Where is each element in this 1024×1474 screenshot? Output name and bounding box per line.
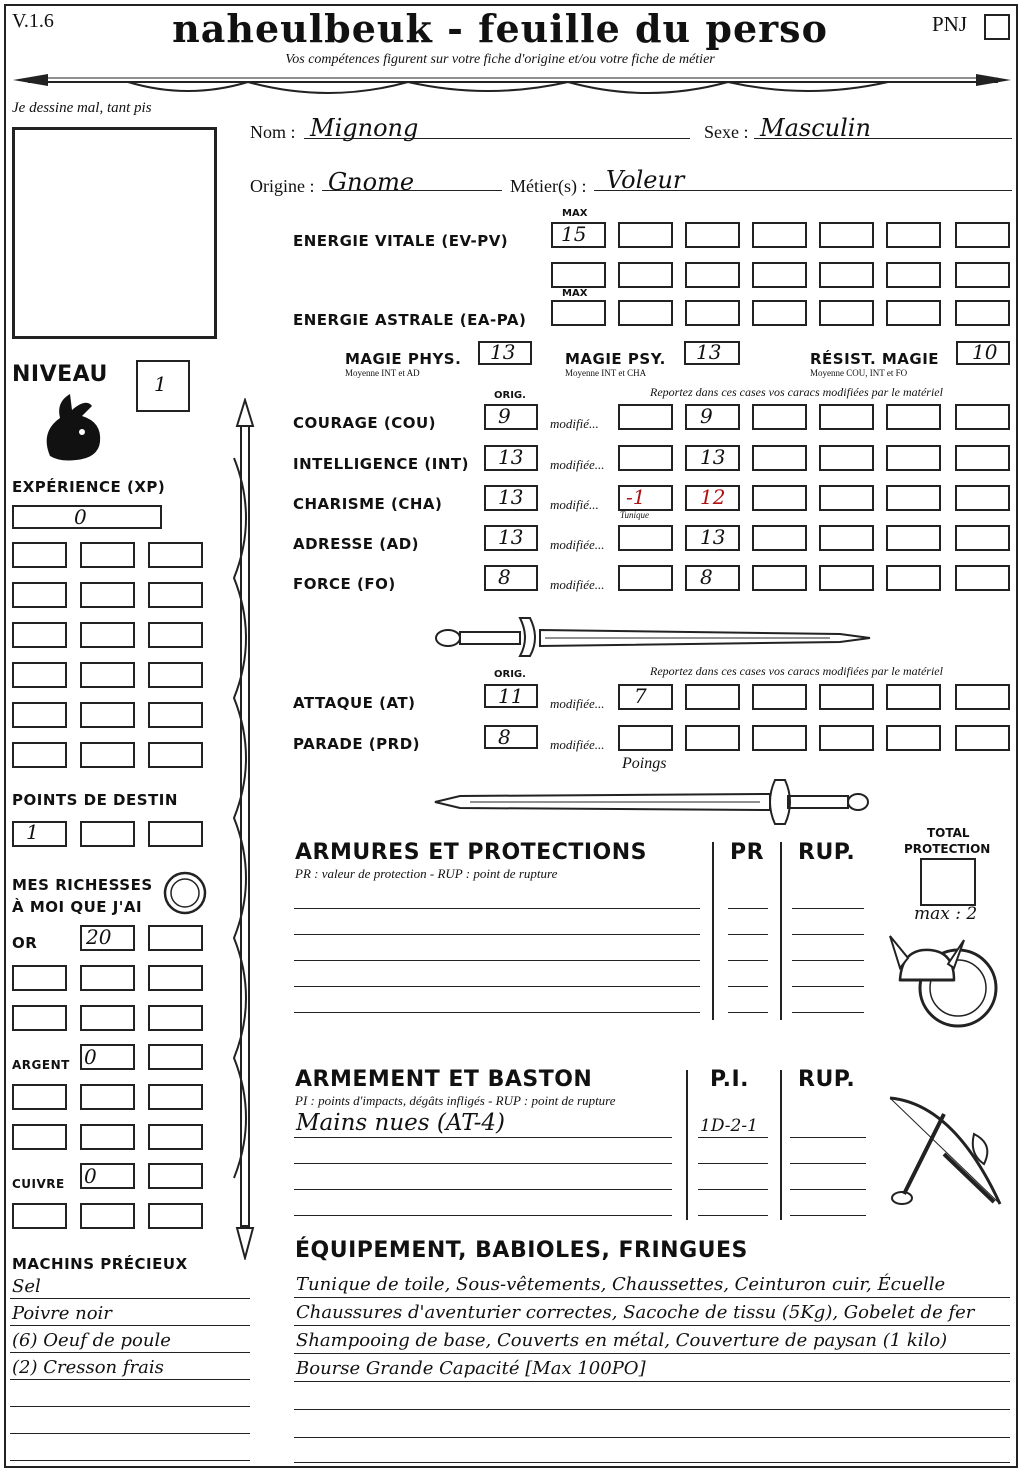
machin-item: Poivre noir <box>12 1303 112 1324</box>
poings-note: Poings <box>622 755 667 772</box>
armures-title: ARMURES ET PROTECTIONS <box>295 840 647 865</box>
machin-item: Sel <box>12 1276 41 1297</box>
xp-box[interactable] <box>148 742 203 768</box>
caracs-report-note: Reportez dans ces cases vos caracs modifiées par le matériel <box>650 385 943 399</box>
ev-box-row2[interactable] <box>551 262 606 288</box>
armure-pr-line <box>728 986 768 987</box>
prd-orig-value: 8 <box>498 725 511 749</box>
xp-box[interactable] <box>12 582 67 608</box>
argent-extra-box[interactable] <box>80 1124 135 1150</box>
prd-box[interactable] <box>752 725 807 751</box>
nom-line <box>304 138 690 139</box>
prd-modif-label: modifiée... <box>550 737 605 752</box>
cuivre-value: 0 <box>84 1164 97 1188</box>
xp-box[interactable] <box>148 582 203 608</box>
ea-box[interactable] <box>886 300 941 326</box>
or-extra-box[interactable] <box>12 965 67 991</box>
carac-orig-value: 8 <box>498 565 511 589</box>
max-protection-note: max : 2 <box>914 904 978 924</box>
resist-magie-label: RÉSIST. MAGIE <box>810 350 940 368</box>
sheet-title: naheulbeuk - feuille du perso <box>172 6 828 51</box>
weapon-rup-line <box>790 1189 866 1190</box>
equipement-line <box>294 1325 1010 1326</box>
carac-modif-label: modifiée... <box>550 457 605 472</box>
carac-box[interactable] <box>819 525 874 551</box>
argent-value: 0 <box>84 1045 97 1069</box>
armement-rup-label: RUP. <box>798 1067 856 1092</box>
carac-final-value: 8 <box>700 565 713 589</box>
or-extra-box[interactable] <box>148 1005 203 1031</box>
carac-box[interactable] <box>752 485 807 511</box>
argent-extra-box[interactable] <box>12 1084 67 1110</box>
carac-final-value: 13 <box>700 525 726 549</box>
at-orig-value: 11 <box>498 684 524 708</box>
at-box[interactable] <box>685 684 740 710</box>
weapon-line <box>294 1137 672 1138</box>
carac-label: ADRESSE (AD) <box>293 535 420 553</box>
ev-box[interactable] <box>819 222 874 248</box>
sexe-line <box>754 138 1012 139</box>
metier-label: Métier(s) : <box>510 176 587 196</box>
argent-extra-box[interactable] <box>12 1124 67 1150</box>
armure-pr-line <box>728 960 768 961</box>
pnj-label: PNJ <box>932 12 968 36</box>
carac-box[interactable] <box>819 485 874 511</box>
magie-phys-value: 13 <box>490 340 516 364</box>
armure-line <box>294 986 700 987</box>
ea-box[interactable] <box>955 300 1010 326</box>
carac-box[interactable] <box>955 485 1010 511</box>
at-box[interactable] <box>752 684 807 710</box>
armure-pr-line <box>728 1012 768 1013</box>
carac-orig-box[interactable] <box>484 404 538 430</box>
metier-line <box>594 190 1012 191</box>
carac-box[interactable] <box>886 485 941 511</box>
ev-box[interactable] <box>618 222 673 248</box>
xp-box[interactable] <box>80 542 135 568</box>
ea-label: ENERGIE ASTRALE (EA-PA) <box>293 311 527 329</box>
helmet-shield-icon <box>888 928 1000 1036</box>
equipement-line <box>294 1437 1010 1438</box>
destin-box[interactable] <box>12 821 67 847</box>
cuivre-extra-box[interactable] <box>80 1203 135 1229</box>
ev-box-row2[interactable] <box>685 262 740 288</box>
carac-orig-value: 13 <box>498 525 524 549</box>
xp-box[interactable] <box>80 622 135 648</box>
xp-box[interactable] <box>12 505 162 529</box>
weapon-1-name[interactable]: Mains nues (AT-4) <box>296 1110 505 1136</box>
origine-value[interactable]: Gnome <box>328 168 415 196</box>
sword-2-icon <box>430 778 875 828</box>
armure-rup-line <box>792 934 864 935</box>
ea-box[interactable] <box>752 300 807 326</box>
at-box[interactable] <box>819 684 874 710</box>
carac-modif-label: modifié... <box>550 416 599 431</box>
cuivre-extra-box[interactable] <box>12 1203 67 1229</box>
version-label: V.1.6 <box>12 10 54 32</box>
ev-box-row2[interactable] <box>886 262 941 288</box>
weapon-rup-line <box>790 1137 866 1138</box>
spear-icon <box>228 398 262 1260</box>
xp-box[interactable] <box>12 542 67 568</box>
caracs-orig-label: ORIG. <box>494 390 526 401</box>
xp-box[interactable] <box>80 582 135 608</box>
sheet-subtitle: Vos compétences figurent sur votre fiche d'origine et/ou votre fiche de métier <box>285 52 715 67</box>
combat-orig-label: ORIG. <box>494 669 526 680</box>
carac-box[interactable] <box>819 445 874 471</box>
xp-label: EXPÉRIENCE (XP) <box>12 478 166 496</box>
resist-magie-value: 10 <box>972 340 998 364</box>
equipement-title: ÉQUIPEMENT, BABIOLES, FRINGUES <box>295 1238 748 1263</box>
prd-label: PARADE (PRD) <box>293 735 421 753</box>
carac-box[interactable] <box>618 404 673 430</box>
xp-box[interactable] <box>80 702 135 728</box>
equipement-line <box>294 1353 1010 1354</box>
carac-modif-label: modifiée... <box>550 537 605 552</box>
carac-orig-value: 9 <box>498 404 511 428</box>
armure-rup-line <box>792 908 864 909</box>
at-box[interactable] <box>886 684 941 710</box>
nom-label: Nom : <box>250 122 296 142</box>
xp-box[interactable] <box>148 542 203 568</box>
carac-box[interactable] <box>955 445 1010 471</box>
armures-rup-label: RUP. <box>798 840 856 865</box>
carac-box[interactable] <box>618 525 673 551</box>
niveau-label: NIVEAU <box>12 362 108 387</box>
prd-orig-box[interactable] <box>484 725 538 749</box>
sword-icon <box>430 612 875 658</box>
carac-box[interactable] <box>955 404 1010 430</box>
weapon-line <box>294 1189 672 1190</box>
carac-box[interactable] <box>819 565 874 591</box>
portrait-box[interactable] <box>12 127 217 339</box>
xp-value: 0 <box>74 505 87 529</box>
or-extra-box[interactable] <box>12 1005 67 1031</box>
armures-divider-1 <box>712 842 714 1020</box>
pnj-checkbox[interactable] <box>984 14 1010 40</box>
at-label: ATTAQUE (AT) <box>293 694 416 712</box>
ev-label: ENERGIE VITALE (EV-PV) <box>293 232 509 250</box>
magie-phys-label: MAGIE PHYS. <box>345 350 462 368</box>
total-protection-label-2: PROTECTION <box>904 842 991 856</box>
armement-title: ARMEMENT ET BASTON <box>295 1067 593 1092</box>
armement-divider-2 <box>780 1070 782 1220</box>
magie-psy-label: MAGIE PSY. <box>565 350 666 368</box>
carac-box[interactable] <box>955 525 1010 551</box>
armure-pr-line <box>728 908 768 909</box>
at-mod-value: 7 <box>634 684 647 708</box>
weapons-icon <box>884 1094 1010 1218</box>
carac-label: COURAGE (COU) <box>293 414 437 432</box>
machin-item: (2) Cresson frais <box>12 1357 164 1378</box>
carac-box[interactable] <box>752 404 807 430</box>
argent-extra-box[interactable] <box>148 1124 203 1150</box>
metier-value[interactable]: Voleur <box>606 166 685 194</box>
carac-mod-value: -1 <box>626 485 646 509</box>
or-box[interactable] <box>148 925 203 951</box>
machins-label: MACHINS PRÉCIEUX <box>12 1255 188 1273</box>
spear-divider-icon <box>8 64 1016 108</box>
argent-label: ARGENT <box>12 1058 70 1072</box>
cha-mod-note: Tunique <box>620 510 650 520</box>
total-protection-label-1: TOTAL <box>927 826 970 840</box>
ev-box[interactable] <box>955 222 1010 248</box>
xp-box[interactable] <box>148 622 203 648</box>
carac-box[interactable] <box>886 404 941 430</box>
equipement-line <box>294 1381 1010 1382</box>
at-modif-label: modifiée... <box>550 696 605 711</box>
armure-line <box>294 934 700 935</box>
ev-max-value[interactable]: 15 <box>561 222 587 246</box>
machin-line <box>10 1298 250 1299</box>
prd-box[interactable] <box>685 725 740 751</box>
armement-pi-label: P.I. <box>710 1067 749 1092</box>
weapon-pi-line <box>698 1137 768 1138</box>
xp-box[interactable] <box>80 662 135 688</box>
weapon-1-pi[interactable]: 1D-2-1 <box>700 1116 758 1136</box>
equipement-item: Bourse Grande Capacité [Max 100PO] <box>296 1358 646 1379</box>
carac-label: CHARISME (CHA) <box>293 495 443 513</box>
equipement-item: Shampooing de base, Couverts en métal, Couverture de paysan (1 kilo) <box>296 1330 948 1351</box>
destin-box[interactable] <box>80 821 135 847</box>
destin-box[interactable] <box>148 821 203 847</box>
ev-box-row2[interactable] <box>618 262 673 288</box>
carac-final-value: 13 <box>700 445 726 469</box>
equipement-line <box>294 1297 1010 1298</box>
armure-rup-line <box>792 960 864 961</box>
weapon-pi-line <box>698 1189 768 1190</box>
combat-report-note: Reportez dans ces cases vos caracs modifiées par le matériel <box>650 664 943 678</box>
machin-item: (6) Oeuf de poule <box>12 1330 171 1351</box>
argent-extra-box[interactable] <box>148 1084 203 1110</box>
weapon-pi-line <box>698 1215 768 1216</box>
cuivre-box[interactable] <box>148 1163 203 1189</box>
armure-pr-line <box>728 934 768 935</box>
origine-line <box>322 190 502 191</box>
carac-box[interactable] <box>752 565 807 591</box>
origine-label: Origine : <box>250 176 315 196</box>
cuivre-extra-box[interactable] <box>148 1203 203 1229</box>
carac-final-value: 12 <box>700 485 726 509</box>
carac-box[interactable] <box>886 565 941 591</box>
equipement-item: Chaussures d'aventurier correctes, Sacoche de tissu (5Kg), Gobelet de fer <box>296 1302 975 1323</box>
machin-line <box>10 1460 250 1461</box>
equipement-line <box>294 1409 1010 1410</box>
armure-rup-line <box>792 1012 864 1013</box>
carac-modif-label: modifié... <box>550 497 599 512</box>
machin-line <box>10 1433 250 1434</box>
ev-box[interactable] <box>685 222 740 248</box>
resist-magie-note: Moyenne COU, INT et FO <box>810 368 908 378</box>
machin-line <box>10 1352 250 1353</box>
magie-psy-value: 13 <box>696 340 722 364</box>
xp-box[interactable] <box>80 742 135 768</box>
machin-line <box>10 1325 250 1326</box>
armure-line <box>294 1012 700 1013</box>
armures-pr-label: PR <box>730 840 765 865</box>
carac-box[interactable] <box>618 445 673 471</box>
destin-value: 1 <box>26 820 39 844</box>
ea-box[interactable] <box>819 300 874 326</box>
at-box[interactable] <box>955 684 1010 710</box>
magie-psy-note: Moyenne INT et CHA <box>565 368 647 378</box>
cuivre-label: CUIVRE <box>12 1177 65 1191</box>
argent-box[interactable] <box>148 1044 203 1070</box>
richesses-label-1: MES RICHESSES <box>12 876 153 894</box>
or-extra-box[interactable] <box>148 965 203 991</box>
equipement-line <box>294 1462 1010 1463</box>
prd-box[interactable] <box>955 725 1010 751</box>
weapon-pi-line <box>698 1163 768 1164</box>
ev-box-row2[interactable] <box>752 262 807 288</box>
armures-note: PR : valeur de protection - RUP : point de rupture <box>295 866 558 881</box>
dragon-icon <box>40 392 106 464</box>
armures-divider-2 <box>780 842 782 1020</box>
ea-box[interactable] <box>551 300 606 326</box>
prd-box[interactable] <box>618 725 673 751</box>
prd-box[interactable] <box>819 725 874 751</box>
richesses-label-2: À MOI QUE J'AI <box>12 898 143 916</box>
xp-box[interactable] <box>12 662 67 688</box>
ev-max-label: MAX <box>562 208 588 219</box>
armement-note: PI : points d'impacts, dégâts infligés - RUP : point de rupture <box>295 1093 616 1108</box>
machin-line <box>10 1379 250 1380</box>
carac-orig-value: 13 <box>498 485 524 509</box>
portrait-caption: Je dessine mal, tant pis <box>12 100 152 116</box>
weapon-line <box>294 1215 672 1216</box>
or-extra-box[interactable] <box>80 965 135 991</box>
carac-box[interactable] <box>752 445 807 471</box>
carac-box[interactable] <box>955 565 1010 591</box>
or-value: 20 <box>86 925 112 949</box>
magie-phys-note: Moyenne INT et AD <box>345 368 420 378</box>
destin-label: POINTS DE DESTIN <box>12 791 178 809</box>
xp-box[interactable] <box>12 742 67 768</box>
carac-box[interactable] <box>886 445 941 471</box>
weapon-rup-line <box>790 1215 866 1216</box>
nom-value[interactable]: Mignong <box>310 114 419 142</box>
xp-box[interactable] <box>148 702 203 728</box>
xp-box[interactable] <box>12 702 67 728</box>
coin-icon <box>162 870 208 916</box>
xp-box[interactable] <box>148 662 203 688</box>
armure-line <box>294 908 700 909</box>
total-protection-box[interactable] <box>920 858 976 906</box>
sexe-label: Sexe : <box>704 122 749 142</box>
armure-rup-line <box>792 986 864 987</box>
ev-box-row2[interactable] <box>955 262 1010 288</box>
sexe-value[interactable]: Masculin <box>760 114 871 142</box>
carac-box[interactable] <box>752 525 807 551</box>
ea-max-label: MAX <box>562 288 588 299</box>
ea-box[interactable] <box>618 300 673 326</box>
ev-box-row2[interactable] <box>819 262 874 288</box>
carac-box[interactable] <box>819 404 874 430</box>
niveau-value: 1 <box>154 372 167 396</box>
ea-box[interactable] <box>685 300 740 326</box>
armure-line <box>294 960 700 961</box>
equipement-item: Tunique de toile, Sous-vêtements, Chaussettes, Ceinturon cuir, Écuelle <box>296 1274 946 1295</box>
prd-box[interactable] <box>886 725 941 751</box>
or-label: OR <box>12 934 38 952</box>
carac-label: FORCE (FO) <box>293 575 396 593</box>
xp-box[interactable] <box>12 622 67 648</box>
ev-box[interactable] <box>886 222 941 248</box>
carac-final-value: 9 <box>700 404 713 428</box>
carac-label: INTELLIGENCE (INT) <box>293 455 469 473</box>
carac-box[interactable] <box>618 565 673 591</box>
ev-box[interactable] <box>752 222 807 248</box>
weapon-line <box>294 1163 672 1164</box>
carac-box[interactable] <box>886 525 941 551</box>
carac-orig-value: 13 <box>498 445 524 469</box>
armement-divider-1 <box>686 1070 688 1220</box>
argent-extra-box[interactable] <box>80 1084 135 1110</box>
or-extra-box[interactable] <box>80 1005 135 1031</box>
carac-orig-box[interactable] <box>484 565 538 591</box>
weapon-rup-line <box>790 1163 866 1164</box>
machin-line <box>10 1406 250 1407</box>
carac-modif-label: modifiée... <box>550 577 605 592</box>
